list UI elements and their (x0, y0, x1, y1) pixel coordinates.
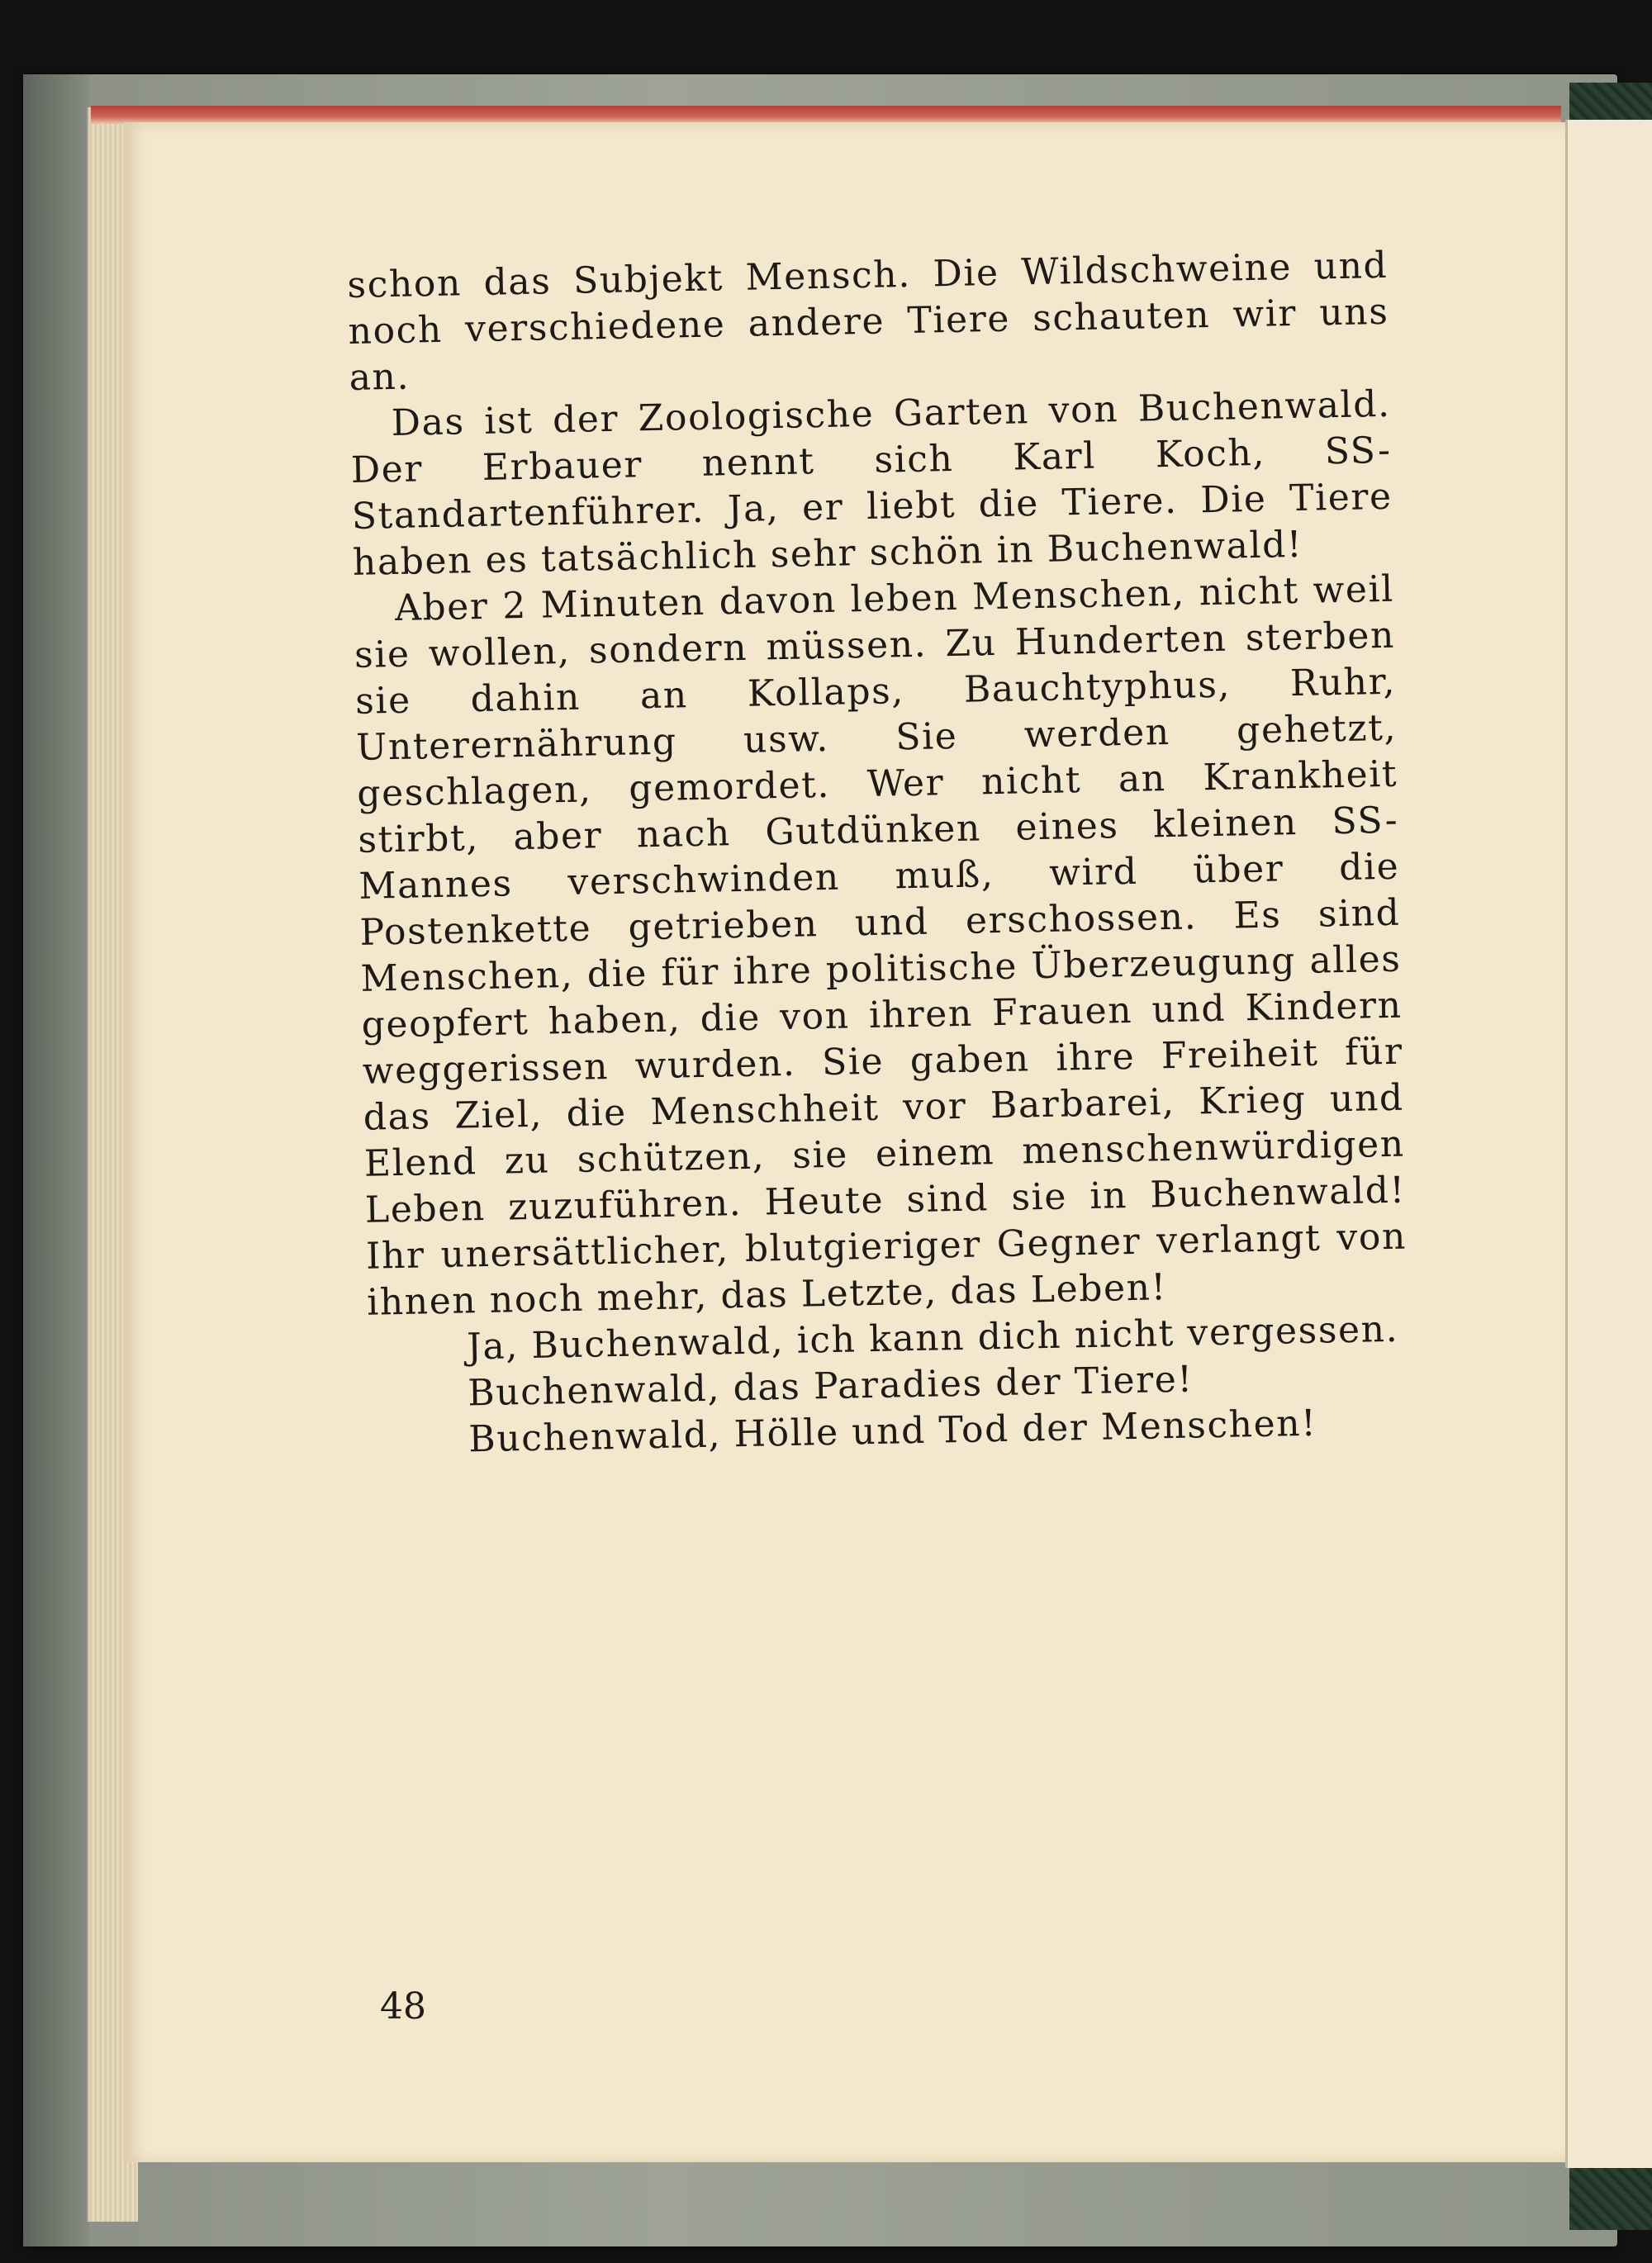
red-page-edge (91, 106, 1561, 124)
paragraph-3: Aber 2 Minuten davon leben Menschen, nicht weil sie wollen, sondern müssen. Zu Hunderten sterben sie dahin an Kollaps, Bauchtyphus, Ruhr, Unterernährung usw. Sie werden gehetzt, geschlagen, gemordet. Wer nicht an Krankheit stirbt, aber nach Gutdünken eines kleinen SS-Mannes verschwinden muß, wird über die Postenkette getrieben und erschossen. Es sind Menschen, die für ihre politische Überzeugung alles geopfert haben, die von ihren Frauen und Kindern weggerissen wurden. Sie gaben ihre Freiheit für das Ziel, die Menschheit vor Barbarei, Krieg und Elend zu schützen, sie einem menschenwürdigen Leben zuzuführen. Heute sind sie in Buchenwald! Ihr unersättlicher, blutgieriger Gegner verlangt von ihnen noch mehr, das Letzte, das Leben! (354, 567, 1408, 1324)
verse-line-1: Ja, Buchenwald, ich kann dich nicht vergessen. (466, 1307, 1399, 1369)
verse-line-3: Buchenwald, Hölle und Tod der Menschen! (468, 1402, 1317, 1461)
paragraph-2: Das ist der Zoologische Garten von Buchenwald. Der Erbauer nennt sich Karl Koch, SS-Standartenführer. Ja, er liebt die Tiere. Die Tiere haben es tatsächlich sehr schön in Buchenwald! (350, 382, 1393, 584)
page-text (347, 243, 1411, 1465)
page-number: 48 (380, 1985, 426, 2028)
paragraph-1: schon das Subjekt Mensch. Die Wildschweine und noch verschiedene andere Tiere schauten wir uns an. (347, 244, 1389, 399)
verse-line-2: Buchenwald, das Paradies der Tiere! (467, 1358, 1194, 1415)
facing-page (1565, 120, 1652, 2168)
book-spine-shadow (23, 74, 89, 2246)
